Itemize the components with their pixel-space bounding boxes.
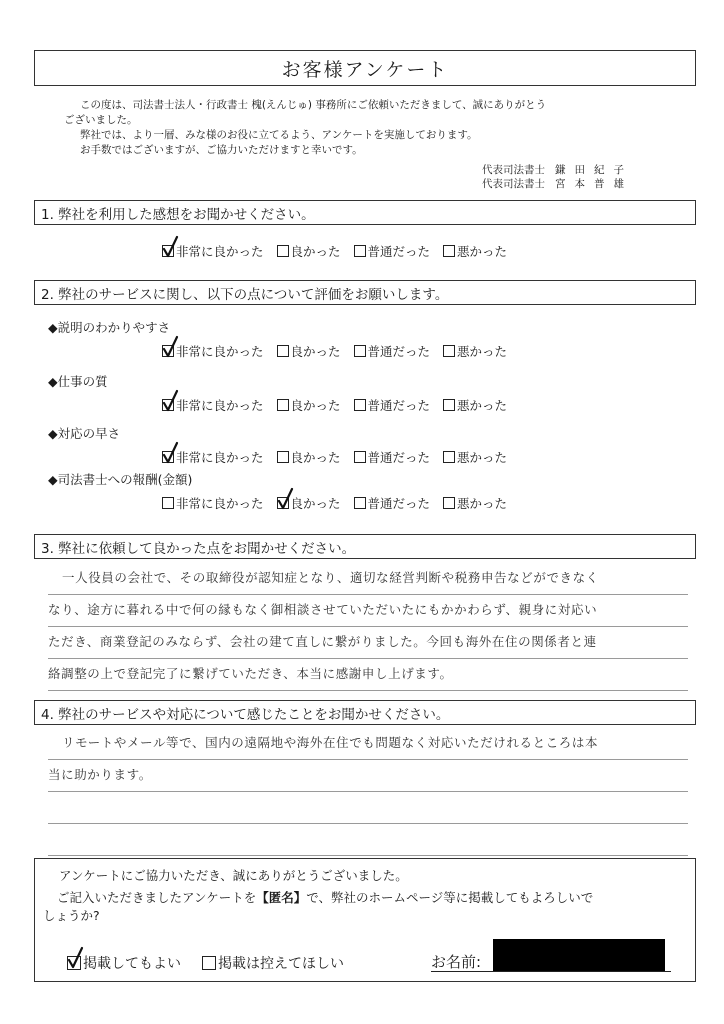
section-4-title: 4. 弊社のサービスや対応について感じたことをお聞かせください。 — [41, 706, 450, 723]
option-good-label: 良かった — [290, 496, 341, 511]
q2-item-1-label: ◆説明のわかりやすさ — [48, 320, 171, 335]
publish-ng-checkbox[interactable] — [202, 956, 216, 970]
q3-answer-line: 一人役員の会社で、その取締役が認知症となり、適切な経営判断や税務申告などができなく — [48, 563, 688, 595]
publish-ng-label: 掲載は控えてほしい — [218, 956, 344, 972]
option-average-label: 普通だった — [367, 496, 431, 511]
section-2-title: 2. 弊社のサービスに関し、以下の点について評価をお願いします。 — [41, 286, 449, 303]
option-good-checkbox[interactable] — [277, 497, 289, 509]
option-bad[interactable] — [443, 448, 507, 466]
footer-question — [57, 889, 697, 907]
publish-ok-checkbox[interactable] — [67, 956, 81, 970]
q4-answer-lines — [48, 728, 688, 856]
checkmark-icon — [162, 390, 180, 412]
option-very-good-label: 非常に良かった — [176, 496, 264, 511]
option-average-checkbox[interactable] — [354, 245, 366, 257]
publish-ok-label: 掲載してもよい — [83, 956, 181, 972]
option-bad-checkbox[interactable] — [443, 497, 455, 509]
option-average[interactable] — [354, 494, 431, 512]
q2-item-1-options — [162, 342, 520, 360]
survey-title-box — [34, 50, 696, 86]
name-redaction — [493, 939, 665, 971]
option-average-label: 普通だった — [367, 344, 431, 359]
signer-1-role: 代表司法書士 — [482, 164, 545, 176]
footer-question-bracket: 【匿名】 — [256, 890, 307, 905]
signer-1 — [482, 162, 633, 177]
option-average-label: 普通だった — [367, 398, 431, 413]
option-bad[interactable] — [443, 242, 507, 260]
option-very-good[interactable] — [162, 242, 264, 260]
option-good-checkbox[interactable] — [277, 451, 289, 463]
option-very-good[interactable] — [162, 494, 264, 512]
publish-ok-option[interactable] — [67, 953, 181, 973]
footer-question-post: で、弊社のホームページ等に掲載してもよろしいで — [306, 890, 594, 905]
option-bad-checkbox[interactable] — [443, 245, 455, 257]
option-very-good-label: 非常に良かった — [176, 244, 264, 259]
signer-2-name: 宮本普雄 — [555, 178, 633, 190]
option-good-checkbox[interactable] — [277, 345, 289, 357]
q1-options — [162, 242, 520, 260]
option-good[interactable] — [277, 342, 341, 360]
section-3-header — [34, 534, 696, 559]
q4-answer-line: 当に助かります。 — [48, 760, 688, 792]
checkmark-icon — [67, 947, 85, 969]
option-bad-label: 悪かった — [457, 244, 508, 259]
publish-consent-box — [34, 858, 696, 982]
checkmark-icon — [277, 488, 295, 510]
option-bad-label: 悪かった — [457, 344, 508, 359]
option-good-label: 良かった — [290, 344, 341, 359]
q4-answer-line — [48, 792, 688, 824]
intro-line-1: この度は、司法書士法人・行政書士 槐(えんじゅ) 事務所にご依頼いただきまして、誠にありがとう — [80, 99, 547, 111]
option-bad-label: 悪かった — [457, 496, 508, 511]
option-good[interactable] — [277, 448, 341, 466]
option-bad[interactable] — [443, 342, 507, 360]
section-4-header — [34, 700, 696, 725]
option-very-good[interactable] — [162, 448, 264, 466]
option-average-checkbox[interactable] — [354, 497, 366, 509]
section-3-title: 3. 弊社に依頼して良かった点をお聞かせください。 — [41, 540, 356, 557]
intro-line-4: お手数ではございますが、ご協力いただけますと幸いです。 — [80, 144, 363, 156]
q3-answer-line: 絡調整の上で登記完了に繋げていただき、本当に感謝申し上げます。 — [48, 659, 688, 691]
option-very-good-label: 非常に良かった — [176, 344, 264, 359]
option-average[interactable] — [354, 448, 431, 466]
option-bad[interactable] — [443, 494, 507, 512]
publish-ng-option[interactable] — [202, 953, 344, 973]
name-label: お名前: — [431, 953, 482, 971]
option-bad-checkbox[interactable] — [443, 451, 455, 463]
section-1-title: 1. 弊社を利用した感想をお聞かせください。 — [41, 206, 315, 223]
signer-1-name: 鎌田紀子 — [555, 164, 633, 176]
option-very-good-checkbox[interactable] — [162, 345, 174, 357]
option-very-good[interactable] — [162, 342, 264, 360]
option-good[interactable] — [277, 396, 341, 414]
option-very-good[interactable] — [162, 396, 264, 414]
q3-answer-line: なり、途方に暮れる中で何の縁もなく御相談させていただいたにもかかわらず、親身に対応い — [48, 595, 688, 627]
section-2-header — [34, 280, 696, 305]
option-average-checkbox[interactable] — [354, 451, 366, 463]
intro-line-3: 弊社では、より一層、みな様のお役に立てるよう、アンケートを実施しております。 — [80, 129, 478, 141]
option-average[interactable] — [354, 242, 431, 260]
checkmark-icon — [162, 336, 180, 358]
option-very-good-label: 非常に良かった — [176, 450, 264, 465]
option-very-good-checkbox[interactable] — [162, 245, 174, 257]
option-bad-checkbox[interactable] — [443, 345, 455, 357]
q2-item-3-options — [162, 448, 520, 466]
q2-item-4-label: ◆司法書士への報酬(金額) — [48, 472, 193, 487]
option-bad-label: 悪かった — [457, 450, 508, 465]
intro-text — [64, 98, 674, 158]
option-good-label: 良かった — [290, 244, 341, 259]
option-good-label: 良かった — [290, 398, 341, 413]
footer-question-pre: ご記入いただきましたアンケートを — [57, 890, 257, 905]
option-bad-label: 悪かった — [457, 398, 508, 413]
option-bad-checkbox[interactable] — [443, 399, 455, 411]
checkmark-icon — [162, 236, 180, 258]
option-bad[interactable] — [443, 396, 507, 414]
option-average-label: 普通だった — [367, 244, 431, 259]
survey-title: お客様アンケート — [281, 58, 449, 81]
q3-answer-line: ただき、商業登記のみならず、会社の建て直しに繋がりました。今回も海外在住の関係者と連 — [48, 627, 688, 659]
q2-item-2-options — [162, 396, 520, 414]
option-average[interactable] — [354, 396, 431, 414]
intro-line-2: ございました。 — [64, 114, 138, 126]
option-good[interactable] — [277, 242, 341, 260]
q2-item-4-options — [162, 494, 520, 512]
q4-answer-line — [48, 824, 688, 856]
option-good[interactable] — [277, 494, 341, 512]
q3-answer-lines — [48, 563, 688, 691]
q4-answer-line: リモートやメール等で、国内の遠隔地や海外在住でも問題なく対応いただけれるところは本 — [48, 728, 688, 760]
section-1-header — [34, 200, 696, 225]
q2-item-3-label: ◆対応の早さ — [48, 426, 121, 441]
option-very-good-checkbox[interactable] — [162, 451, 174, 463]
option-average-label: 普通だった — [367, 450, 431, 465]
option-very-good-checkbox[interactable] — [162, 399, 174, 411]
option-good-label: 良かった — [290, 450, 341, 465]
option-good-checkbox[interactable] — [277, 245, 289, 257]
q2-item-2-label: ◆仕事の質 — [48, 374, 108, 389]
option-average-checkbox[interactable] — [354, 345, 366, 357]
option-average[interactable] — [354, 342, 431, 360]
option-good-checkbox[interactable] — [277, 399, 289, 411]
option-very-good-checkbox[interactable] — [162, 497, 174, 509]
footer-question-line2: しょうか? — [43, 908, 100, 923]
option-very-good-label: 非常に良かった — [176, 398, 264, 413]
option-average-checkbox[interactable] — [354, 399, 366, 411]
checkmark-icon — [162, 442, 180, 464]
publish-options — [67, 953, 357, 973]
footer-thanks: アンケートにご協力いただき、誠にありがとうございました。 — [59, 868, 408, 883]
signer-2-role: 代表司法書士 — [482, 178, 545, 190]
signer-2 — [482, 176, 633, 191]
